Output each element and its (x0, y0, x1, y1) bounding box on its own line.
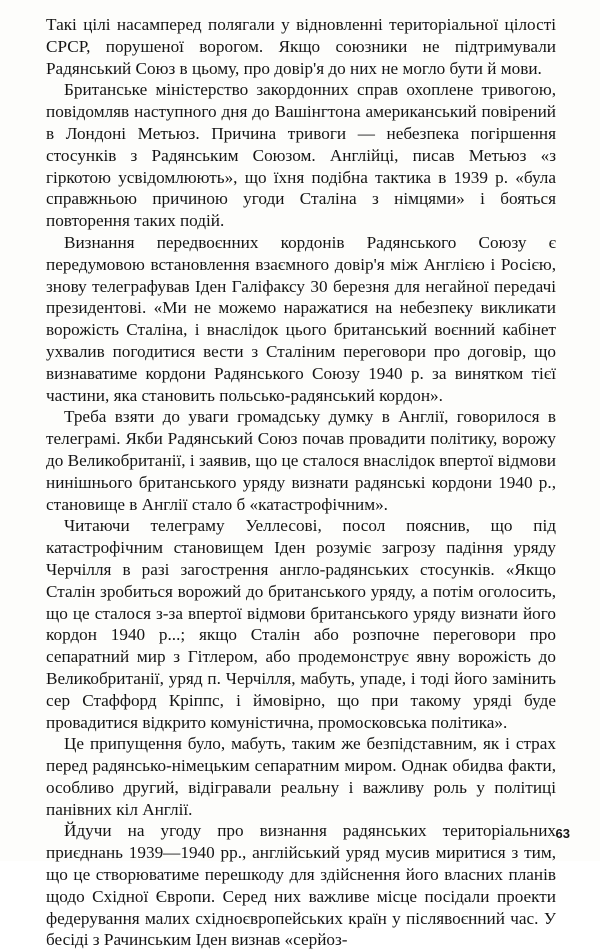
paragraph-2: Британське міністерство закордонних справ охоплене тривогою, повідомляв наступного дня до Вашінгтона американський повірений в Лондоні Метьюз. Причина тривоги — небезпека погіршення стосунків з Радянським Союзом. Англійці, писав Метьюз «з гіркотою усвідомлюють», що їхня подібна тактика в 1939 р. «була справжньою причиною угоди Сталіна з німцями» і бояться повторення таких подій. (46, 80, 556, 231)
paragraph-5: Читаючи телеграму Уеллесові, посол пояснив, що під катастрофічним становищем Іден розуміє загрозу падіння уряду Черчілля в разі загострення англо-радянських стосунків. «Якщо Сталін зробиться ворожий до британського уряду, а потім оголосить, що це сталося з-за впертої відмови британського уряду визнати його кордон 1940 р...; якщо Сталін або розпочне переговори про сепаратний мир з Гітлером, або продемонструє явну ворожість до Великобританії, уряд п. Черчілля, мабуть, упаде, і тоді його замінить сер Стаффорд Кріппс, і ймовірно, що при такому уряді буде провадитися відкрито комуністична, промосковська політика». (46, 516, 556, 732)
paragraph-4: Треба взяти до уваги громадську думку в Англії, говорилося в телеграмі. Якби Радянський Союз почав провадити політику, ворожу до Великобританії, і заявив, що це сталося внаслідок впертої відмови нинішнього британського уряду визнати радянські кордони 1940 р., становище в Англії стало б «катастрофічним». (46, 407, 556, 514)
page-number: 63 (555, 826, 570, 841)
paragraph-7: Йдучи на угоду про визнання радянських територіальних приєднань 1939—1940 рр., англійський уряд мусив миритися з тим, що це створюватиме перешкоду для здійснення його власних планів щодо Східної Європи. Серед них важливе місце посідали проекти федерування малих східноєвропейських країн у післявоєнний час. У бесіді з Рачинським Іден визнав «серйоз- (46, 821, 556, 950)
body-text (46, 14, 556, 951)
paragraph-1: Такі цілі насамперед полягали у відновленні територіальної цілості СРСР, порушеної ворогом. Якщо союзники не підтримували Радянський Союз в цьому, про довір'я до них не могло бути й мови. (46, 15, 556, 78)
paragraph-3: Визнання передвоєнних кордонів Радянського Союзу є передумовою встановлення взаємного довір'я між Англією і Росією, знову телеграфував Іден Галіфаксу 30 березня для негайної передачі президентові. «Ми не можемо наражатися на небезпеку викликати ворожість Сталіна, і внаслідок цього британський воєнний кабінет ухвалив погодитися вести з Сталіним переговори про договір, що визнаватиме кордони Радянського Союзу 1940 р. за винятком тієї частини, яка становить польсько-радянський кордон». (46, 232, 556, 405)
paragraph-6: Це припущення було, мабуть, таким же безпідставним, як і страх перед радянсько-німецьким сепаратним миром. Однак обидва факти, особливо другий, відігравали реальну і важливу роль у політиці панівних кіл Англії. (46, 734, 556, 819)
